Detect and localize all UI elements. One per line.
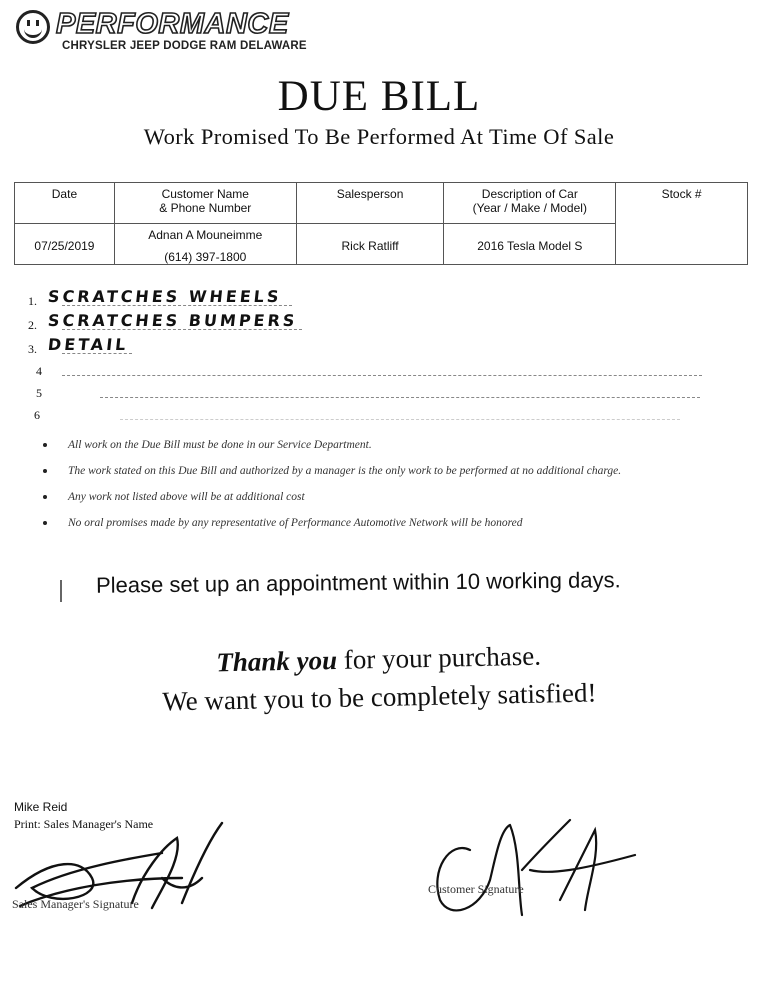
term-item: The work stated on this Due Bill and authorized by a manager is the only work to be performed at no additional charge. — [40, 463, 740, 479]
customer-phone: (614) 397-1800 — [164, 250, 247, 264]
item-number: 6 — [34, 408, 40, 422]
item-number: 5 — [36, 386, 42, 400]
manager-name: Mike Reid — [14, 800, 68, 814]
item-number: 4 — [36, 364, 42, 378]
thank-you-bold: Thank you — [215, 644, 338, 678]
item-rule — [62, 328, 302, 330]
table-header-row — [15, 183, 748, 224]
item-rule — [62, 374, 702, 376]
thank-you-message — [0, 632, 758, 724]
item-number: 1. — [28, 294, 37, 308]
satisfaction-line: We want you to be completely satisfied! — [162, 677, 597, 717]
margin-mark — [60, 580, 62, 602]
item-number: 2. — [28, 318, 37, 332]
date-header: Date — [15, 183, 115, 224]
item-number: 3. — [28, 342, 37, 356]
stock-header: Stock # — [616, 183, 748, 265]
customer-signature-label: Customer Signature — [428, 882, 524, 896]
description-header: Description of Car (Year / Make / Model) — [444, 183, 616, 224]
manager-print-label: Print: Sales Manager's Name — [14, 817, 154, 831]
document-title: DUE BILL — [277, 73, 481, 120]
description-value: 2016 Tesla Model S — [444, 224, 616, 265]
item-rule — [100, 396, 700, 398]
customer-name: Adnan A Mouneimme — [148, 228, 263, 242]
item-text: SCRATCHES WHEELS — [47, 287, 283, 306]
thank-you-rest: for your purchase. — [336, 640, 542, 675]
customer-signature-icon — [410, 810, 640, 930]
item-text: SCRATCHES BUMPERS — [47, 311, 299, 330]
manager-signature-label: Sales Manager's Signature — [12, 897, 139, 911]
item-rule — [120, 418, 680, 420]
term-item: All work on the Due Bill must be done in our Service Department. — [40, 437, 740, 453]
brand-subtitle: CHRYSLER JEEP DODGE RAM DELAWARE — [62, 40, 307, 52]
item-rule — [62, 352, 132, 354]
item-text: DETAIL — [47, 335, 130, 354]
term-item: Any work not listed above will be at additional cost — [40, 489, 740, 505]
salesperson-header: Salesperson — [296, 183, 444, 224]
appointment-note: Please set up an appointment within 10 working days. — [95, 567, 621, 598]
term-item: No oral promises made by any representative of Performance Automotive Network will be honored — [40, 515, 740, 531]
customer-value — [114, 224, 296, 265]
smiley-logo-icon — [16, 10, 50, 44]
date-value: 07/25/2019 — [15, 224, 115, 265]
brand-name: PERFORMANCE — [56, 8, 289, 40]
customer-header: Customer Name & Phone Number — [114, 183, 296, 224]
sale-info-table — [14, 182, 748, 265]
salesperson-value: Rick Ratliff — [296, 224, 444, 265]
item-rule — [62, 304, 292, 306]
document-subtitle: Work Promised To Be Performed At Time Of Sale — [143, 124, 615, 149]
terms-list — [40, 437, 740, 541]
